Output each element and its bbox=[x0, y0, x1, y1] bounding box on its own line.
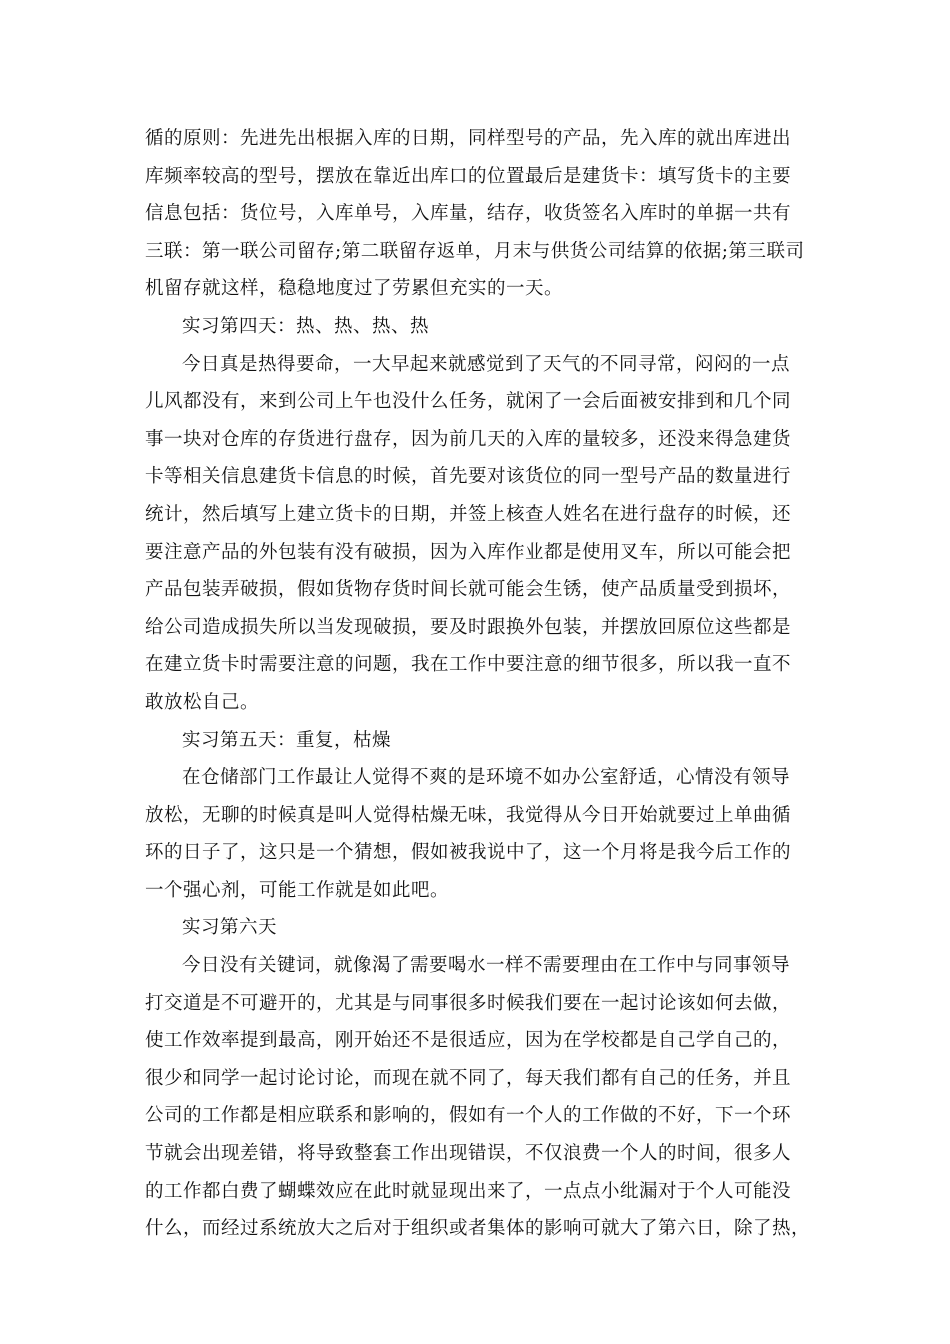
text-line: 放松，无聊的时候真是叫人觉得枯燥无味，我觉得从今日开始就要过上单曲循 bbox=[145, 804, 792, 826]
text-line: 儿风都没有，来到公司上午也没什么任务，就闲了一会后面被安排到和几个同 bbox=[145, 391, 792, 413]
text-line: 环的日子了，这只是一个猜想，假如被我说中了，这一个月将是我今后工作的 bbox=[145, 842, 792, 864]
text-line: 使工作效率提到最高，刚开始还不是很适应，因为在学校都是自己学自己的， bbox=[145, 1030, 792, 1052]
text-line: 今日没有关键词，就像渴了需要喝水一样不需要理由在工作中与同事领导 bbox=[182, 955, 791, 977]
text-line: 要注意产品的外包装有没有破损，因为入库作业都是使用叉车，所以可能会把 bbox=[145, 541, 792, 563]
text-line: 敢放松自己。 bbox=[145, 691, 260, 713]
text-line: 实习第五天：重复，枯燥 bbox=[182, 729, 392, 751]
text-line: 一个强心剂，可能工作就是如此吧。 bbox=[145, 879, 450, 901]
text-line: 机留存就这样，稳稳地度过了劳累但充实的一天。 bbox=[145, 278, 564, 300]
text-line: 的工作都白费了蝴蝶效应在此时就显现出来了，一点点小纰漏对于个人可能没 bbox=[145, 1180, 792, 1202]
text-line: 节就会出现差错，将导致整套工作出现错误，不仅浪费一个人的时间，很多人 bbox=[145, 1143, 792, 1165]
text-line: 统计，然后填写上建立货卡的日期，并签上核查人姓名在进行盘存的时候，还 bbox=[145, 503, 792, 525]
text-line: 给公司造成损失所以当发现破损，要及时跟换外包装，并摆放回原位这些都是 bbox=[145, 616, 792, 638]
text-line: 卡等相关信息建货卡信息的时候，首先要对该货位的同一型号产品的数量进行 bbox=[145, 466, 792, 488]
text-line: 在仓储部门工作最让人觉得不爽的是环境不如办公室舒适，心情没有领导 bbox=[182, 767, 791, 789]
text-line: 产品包装弄破损，假如货物存货时间长就可能会生锈，使产品质量受到损坏， bbox=[145, 579, 792, 601]
text-line: 实习第六天 bbox=[182, 917, 278, 939]
document-body bbox=[145, 120, 822, 1248]
text-line: 三联：第一联公司留存;第二联留存返单，月末与供货公司结算的依据;第三联司 bbox=[145, 240, 805, 262]
text-line: 实习第四天：热、热、热、热 bbox=[182, 315, 430, 337]
text-line: 公司的工作都是相应联系和影响的，假如有一个人的工作做的不好，下一个环 bbox=[145, 1105, 792, 1127]
text-line: 循的原则：先进先出根据入库的日期，同样型号的产品，先入库的就出库进出 bbox=[145, 128, 792, 149]
text-line: 信息包括：货位号，入库单号，入库量，结存，收货签名入库时的单据一共有 bbox=[145, 203, 792, 225]
text-line: 打交道是不可避开的，尤其是与同事很多时候我们要在一起讨论该如何去做， bbox=[145, 992, 792, 1014]
text-line: 今日真是热得要命，一大早起来就感觉到了天气的不同寻常，闷闷的一点 bbox=[182, 353, 791, 375]
text-line: 事一块对仓库的存货进行盘存，因为前几天的入库的量较多，还没来得急建货 bbox=[145, 428, 792, 450]
text-line: 库频率较高的型号，摆放在靠近出库口的位置最后是建货卡：填写货卡的主要 bbox=[145, 165, 792, 187]
text-line: 什么，而经过系统放大之后对于组织或者集体的影响可就大了第六日，除了热， bbox=[145, 1218, 811, 1240]
text-line: 很少和同学一起讨论讨论，而现在就不同了，每天我们都有自己的任务，并且 bbox=[145, 1067, 792, 1089]
text-line: 在建立货卡时需要注意的问题，我在工作中要注意的细节很多，所以我一直不 bbox=[145, 654, 792, 676]
